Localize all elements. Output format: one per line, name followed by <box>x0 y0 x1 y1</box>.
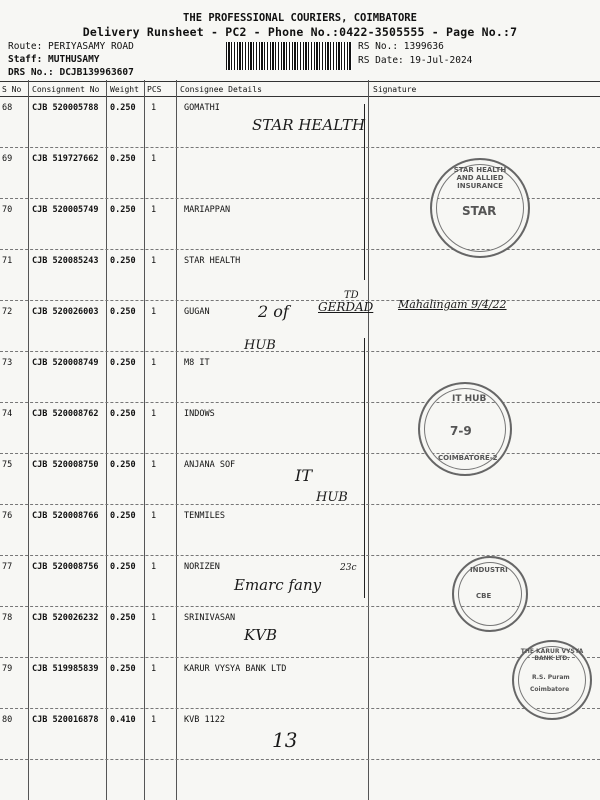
handwritten-bracket <box>356 104 365 280</box>
row-consignee: GUGAN <box>184 307 210 317</box>
col-header-details: Consignee Details <box>180 85 262 94</box>
table-row <box>0 658 600 709</box>
industri-stamp: INDUSTRI CBE <box>452 556 528 632</box>
row-weight: 0.250 <box>110 460 136 470</box>
row-consignment-number: CJB 520008750 <box>32 460 99 470</box>
row-serial-number: 72 <box>2 307 13 317</box>
row-weight: 0.250 <box>110 511 136 521</box>
row-serial-number: 70 <box>2 205 13 215</box>
row-pieces: 1 <box>151 460 157 470</box>
row-consignment-number: CJB 520008756 <box>32 562 99 572</box>
row-weight: 0.250 <box>110 613 136 623</box>
row-divider <box>0 759 600 760</box>
row-consignee: ANJANA SOF <box>184 460 236 470</box>
row-consignment-number: CJB 520085243 <box>32 256 99 266</box>
row-pieces: 1 <box>151 409 157 419</box>
handwritten-note: GERDAD <box>318 300 374 314</box>
row-serial-number: 78 <box>2 613 13 623</box>
row-weight: 0.250 <box>110 664 136 674</box>
table-row <box>0 352 600 403</box>
row-weight: 0.250 <box>110 256 136 266</box>
col-header-pcs: PCS <box>147 85 162 94</box>
table-row <box>0 505 600 556</box>
row-weight: 0.250 <box>110 103 136 113</box>
row-consignment-number: CJB 520026232 <box>32 613 99 623</box>
row-pieces: 1 <box>151 103 157 113</box>
row-consignment-number: CJB 520008766 <box>32 511 99 521</box>
row-consignee: MARIAPPAN <box>184 205 231 215</box>
row-consignee: KARUR VYSYA BANK LTD <box>184 664 287 674</box>
row-weight: 0.250 <box>110 409 136 419</box>
header-top-rule <box>0 81 600 82</box>
row-serial-number: 75 <box>2 460 13 470</box>
handwritten-note: KVB <box>244 626 278 644</box>
col-header-weight: Weight <box>110 85 139 94</box>
drs-number: DRS No.: DCJB139963607 <box>8 67 134 78</box>
company-title: THE PROFESSIONAL COURIERS, COIMBATORE <box>183 12 417 24</box>
row-consignee: GOMATHI <box>184 103 220 113</box>
handwritten-note: 2 of <box>258 302 289 321</box>
row-pieces: 1 <box>151 307 157 317</box>
col-header-consignment: Consignment No <box>32 85 100 94</box>
row-consignment-number: CJB 519985839 <box>32 664 99 674</box>
row-pieces: 1 <box>151 613 157 623</box>
row-consignment-number: CJB 519727662 <box>32 154 99 164</box>
handwritten-note: Emarc fany <box>234 576 322 594</box>
row-pieces: 1 <box>151 256 157 266</box>
row-serial-number: 74 <box>2 409 13 419</box>
row-weight: 0.250 <box>110 307 136 317</box>
handwritten-note: STAR HEALTH <box>252 116 366 134</box>
col-header-sno: S No <box>2 85 22 94</box>
row-serial-number: 77 <box>2 562 13 572</box>
handwritten-note: HUB <box>316 490 348 505</box>
staff-label: Staff: MUTHUSAMY <box>8 54 100 65</box>
row-serial-number: 79 <box>2 664 13 674</box>
row-weight: 0.250 <box>110 562 136 572</box>
row-pieces: 1 <box>151 715 157 725</box>
row-consignee: M8 IT <box>184 358 210 368</box>
row-pieces: 1 <box>151 664 157 674</box>
runsheet-subtitle: Delivery Runsheet - PC2 - Phone No.:0422-3505555 - Page No.:7 <box>82 25 518 39</box>
row-consignment-number: CJB 520008762 <box>32 409 99 419</box>
row-consignment-number: CJB 520005749 <box>32 205 99 215</box>
table-row <box>0 301 600 352</box>
row-serial-number: 68 <box>2 103 13 113</box>
kvb-bank-stamp: THE KARUR VYSYA BANK LTD. R.S. Puram Coimbatore <box>512 640 592 720</box>
barcode-image <box>226 42 352 70</box>
row-consignee: NORIZEN <box>184 562 220 572</box>
row-pieces: 1 <box>151 154 157 164</box>
row-serial-number: 76 <box>2 511 13 521</box>
table-row <box>0 250 600 301</box>
row-pieces: 1 <box>151 511 157 521</box>
row-weight: 0.250 <box>110 205 136 215</box>
row-consignee: SRINIVASAN <box>184 613 236 623</box>
handwritten-note: 23c <box>340 563 357 573</box>
route-label: Route: PERIYASAMY ROAD <box>8 41 134 52</box>
handwritten-note: 13 <box>272 728 298 752</box>
row-serial-number: 71 <box>2 256 13 266</box>
row-serial-number: 69 <box>2 154 13 164</box>
row-consignment-number: CJB 520008749 <box>32 358 99 368</box>
row-consignment-number: CJB 520005788 <box>32 103 99 113</box>
handwritten-note: TD <box>344 290 359 301</box>
row-pieces: 1 <box>151 358 157 368</box>
row-weight: 0.250 <box>110 154 136 164</box>
row-serial-number: 73 <box>2 358 13 368</box>
rs-date: RS Date: 19-Jul-2024 <box>358 55 473 66</box>
row-consignment-number: CJB 520016878 <box>32 715 99 725</box>
row-consignee: STAR HEALTH <box>184 256 241 266</box>
row-consignee: KVB 1122 <box>184 715 225 725</box>
row-weight: 0.250 <box>110 358 136 368</box>
handwritten-signature: Mahalingam 9/4/22 <box>398 298 507 311</box>
star-health-stamp: STAR HEALTH AND ALLIED INSURANCE STAR <box>430 158 530 258</box>
row-serial-number: 80 <box>2 715 13 725</box>
handwritten-note: IT <box>295 466 312 485</box>
it-hub-stamp: IT HUB 7-9 COIMBATORE-2 <box>418 382 512 476</box>
col-header-signature: Signature <box>373 85 417 94</box>
handwritten-bracket <box>360 338 365 598</box>
row-pieces: 1 <box>151 562 157 572</box>
row-consignment-number: CJB 520026003 <box>32 307 99 317</box>
table-row <box>0 709 600 760</box>
row-weight: 0.410 <box>110 715 136 725</box>
row-consignee: INDOWS <box>184 409 215 419</box>
handwritten-note: HUB <box>244 338 276 353</box>
row-consignee: TENMILES <box>184 511 225 521</box>
rs-number: RS No.: 1399636 <box>358 41 444 52</box>
row-pieces: 1 <box>151 205 157 215</box>
